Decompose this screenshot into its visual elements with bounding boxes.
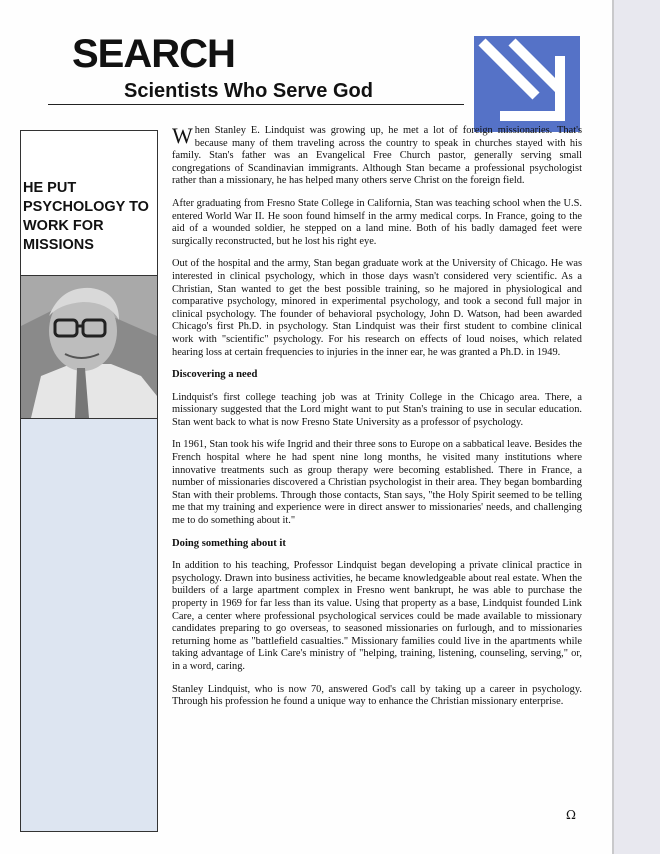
page-edge-margin [614,0,660,854]
article-paragraph: Stanley Lindquist, who is now 70, answered God's call by taking up a career in psychology. Through his profession he found a unique way to enhance the Christian missionary enterprise. [172,683,582,708]
end-mark: Ω [566,808,576,822]
section-heading: Discovering a need [172,369,258,381]
portrait-illustration [21,276,157,418]
sidebar-headline-box [21,131,157,276]
article-paragraph: Out of the hospital and the army, Stan began graduate work at the University of Chicago. He was interested in clinical psychology, which in those days wasn't considered very scientific. As a Christian, Stan wanted to get the best possible training, so he majored in physiological and comparative psychology, minored in experimental psychology, and took a second full major in clinical psychology. The founder of behavioral psychology, John D. Watson, had been awarded Chicago's first Ph.D. in psychology. Stan Lindquist was their first student to combine clinical work with "scientific" psychology. For his research on effects of loud noises, which related hearing loss at certain frequencies to injuries in the inner ear, he was granted a Ph.D. in 1949. [172,258,582,358]
sidebar-panel [20,130,158,832]
article-paragraph: In addition to his teaching, Professor Lindquist began developing a private clinical practice in psychology. Drawn into business activities, he became knowledgeable about real estate. When the builders of a large apartment complex in Fresno went bankrupt, he was able to purchase the property in 1969 for far less than its value. Using that property as a base, Lindquist founded Link Care, a center where professional psychological services could be made available to missionary candidates preparing to go overseas, to seasoned missionaries on furlough, and to missionaries returning home as "battlefield casualties." Missionary families could live in the apartments while taking advantage of Link Care's ministry of "helping, training, listening, counseling, serving," or, in a word, caring. [172,560,582,672]
page-subtitle: Scientists Who Serve God [124,80,373,102]
arrow-logo-graphic [474,36,580,132]
header-divider [48,104,464,105]
drop-cap: W [172,123,193,148]
article-paragraph: After graduating from Fresno State College in California, Stan was teaching school when the U.S. entered World War II. He soon found himself in the army medical corps. In France, going to the aid of a wounded soldier, he stepped on a land mine. Both of his badly damaged feet were surgically reconstructed, but he lost his right eye. [172,197,582,247]
page-title: SEARCH [72,32,235,76]
portrait-photo [21,276,157,419]
article-body [172,125,582,719]
sidebar-headline: HE PUT PSYCHOLOGY TO WORK FOR MISSIONS [23,180,149,253]
article-paragraph: In 1961, Stan took his wife Ingrid and their three sons to Europe on a sabbatical leave. Besides the French hospital where he had spent nine long months, he visited many institutions where innovative treatments such as group therapy were becoming established. There in France, a number of missionaries discovered a Christian psychologist in their area. They began bombarding Stan with their problems. Through those contacts, Stan says, "the Holy Spirit seemed to be telling me that my training and experience were in direct answer to missionaries' needs, and challenging me to do something about it." [172,439,582,527]
paragraph-text: hen Stanley E. Lindquist was growing up, he met a lot of foreign missionaries. That's because many of them traveling across the country to speak in churches stayed with his family. Stan's father was an Evangelical Free Church pastor, generally serving small congregations of Scandinavian immigrants. Although Stan became a professional psychologist rather than a missionary, he has helped many others serve Christ on the foreign field. [172,125,582,187]
article-paragraph: Lindquist's first college teaching job was at Trinity College in the Chicago area. There, a missionary suggested that the Lord might want to put Stan's training to use in secular education. Stan went back to what is now Fresno State University as a professor of psychology. [172,391,582,428]
arrow-logo-icon [474,36,580,132]
article-paragraph [172,125,582,188]
section-heading: Doing something about it [172,537,286,549]
